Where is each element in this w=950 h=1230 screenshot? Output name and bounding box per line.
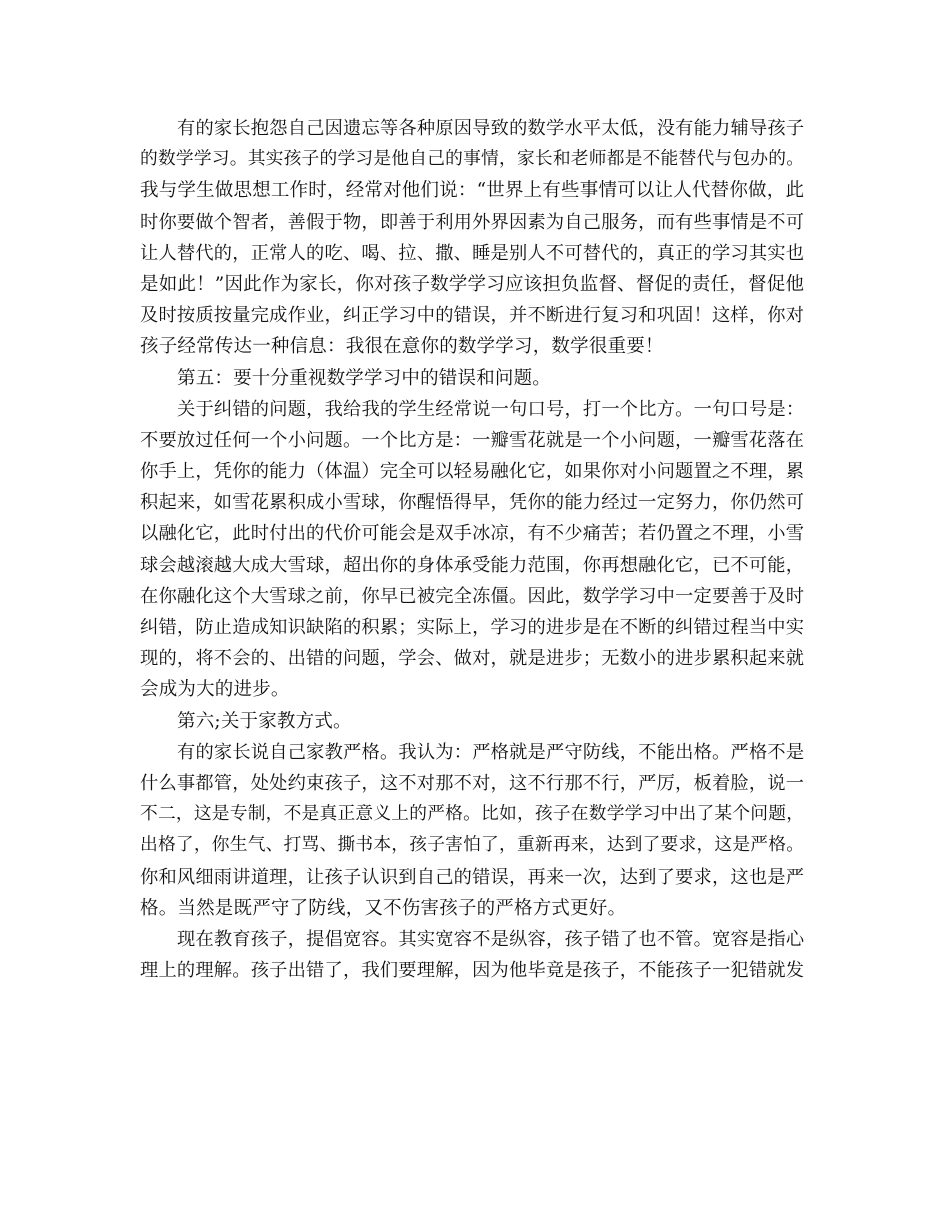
text-line: 及时按质按量完成作业，纠正学习中的错误，并不断进行复习和巩固！这样，你对: [140, 305, 805, 327]
section-heading: 第六;关于家教方式。: [177, 710, 352, 732]
text-line: 在你融化这个大雪球之前，你早已被完全冻僵。因此，数学学习中一定要善于及时: [140, 585, 805, 607]
text-line: 格。当然是既严守了防线，又不伤害孩子的严格方式更好。: [140, 897, 627, 919]
text-line: 让人替代的，正常人的吃、喝、拉、撒、睡是别人不可替代的，真正的学习其实也: [140, 242, 805, 264]
text-line: 球会越滚越大成大雪球，超出你的身体承受能力范围，你再想融化它，已不可能，: [140, 554, 805, 576]
document-body: [140, 113, 812, 986]
text-line: 孩子经常传达一种信息：我很在意你的数学学习，数学很重要！: [140, 336, 664, 358]
text-line: 什么事都管，处处约束孩子，这不对那不对，这不行那不行，严厉，板着脸，说一: [140, 772, 805, 794]
text-line: 时你要做个智者，善假于物，即善于利用外界因素为自己服务，而有些事情是不可: [140, 211, 805, 233]
text-line: 你和风细雨讲道理，让孩子认识到自己的错误，再来一次，达到了要求，这也是严: [140, 866, 805, 888]
text-line: 的数学学习。其实孩子的学习是他自己的事情，家长和老师都是不能替代与包办的。: [140, 149, 805, 170]
text-line: 理上的理解。孩子出错了，我们要理解，因为他毕竟是孩子，不能孩子一犯错就发: [140, 960, 805, 982]
section-heading: 第五：要十分重视数学学习中的错误和问题。: [177, 367, 552, 389]
text-line: 会成为大的进步。: [140, 679, 290, 701]
text-line: 有的家长抱怨自己因遗忘等各种原因导致的数学水平太低，没有能力辅导孩子: [177, 118, 805, 139]
text-line: 是如此！”因此作为家长，你对孩子数学学习应该担负监督、督促的责任，督促他: [140, 273, 805, 295]
text-line: 有的家长说自己家教严格。我认为：严格就是严守防线，不能出格。严格不是: [177, 741, 805, 763]
text-line: 积起来，如雪花累积成小雪球，你醒悟得早，凭你的能力经过一定努力，你仍然可: [140, 492, 805, 514]
text-line: 纠错，防止造成知识缺陷的积累；实际上，学习的进步是在不断的纠错过程当中实: [140, 617, 805, 638]
text-line: 关于纠错的问题，我给我的学生经常说一句口号，打一个比方。一句口号是：: [177, 398, 805, 420]
text-line: 你手上，凭你的能力（体温）完全可以轻易融化它，如果你对小问题置之不理，累: [140, 461, 805, 483]
text-line: 不要放过任何一个小问题。一个比方是：一瓣雪花就是一个小问题，一瓣雪花落在: [140, 429, 805, 451]
text-line: 以融化它，此时付出的代价可能会是双手冰凉，有不少痛苦；若仍置之不理，小雪: [140, 523, 805, 545]
text-line: 出格了，你生气、打骂、撕书本，孩子害怕了，重新再来，达到了要求，这是严格。: [140, 835, 805, 856]
text-line: 现的，将不会的、出错的问题，学会、做对，就是进步；无数小的进步累积起来就: [140, 648, 805, 670]
text-line: 我与学生做思想工作时，经常对他们说：“世界上有些事情可以让人代替你做，此: [140, 180, 805, 202]
text-line: 现在教育孩子，提倡宽容。其实宽容不是纵容，孩子错了也不管。宽容是指心: [177, 928, 805, 950]
text-line: 不二，这是专制，不是真正意义上的严格。比如，孩子在数学学习中出了某个问题，: [140, 804, 805, 825]
